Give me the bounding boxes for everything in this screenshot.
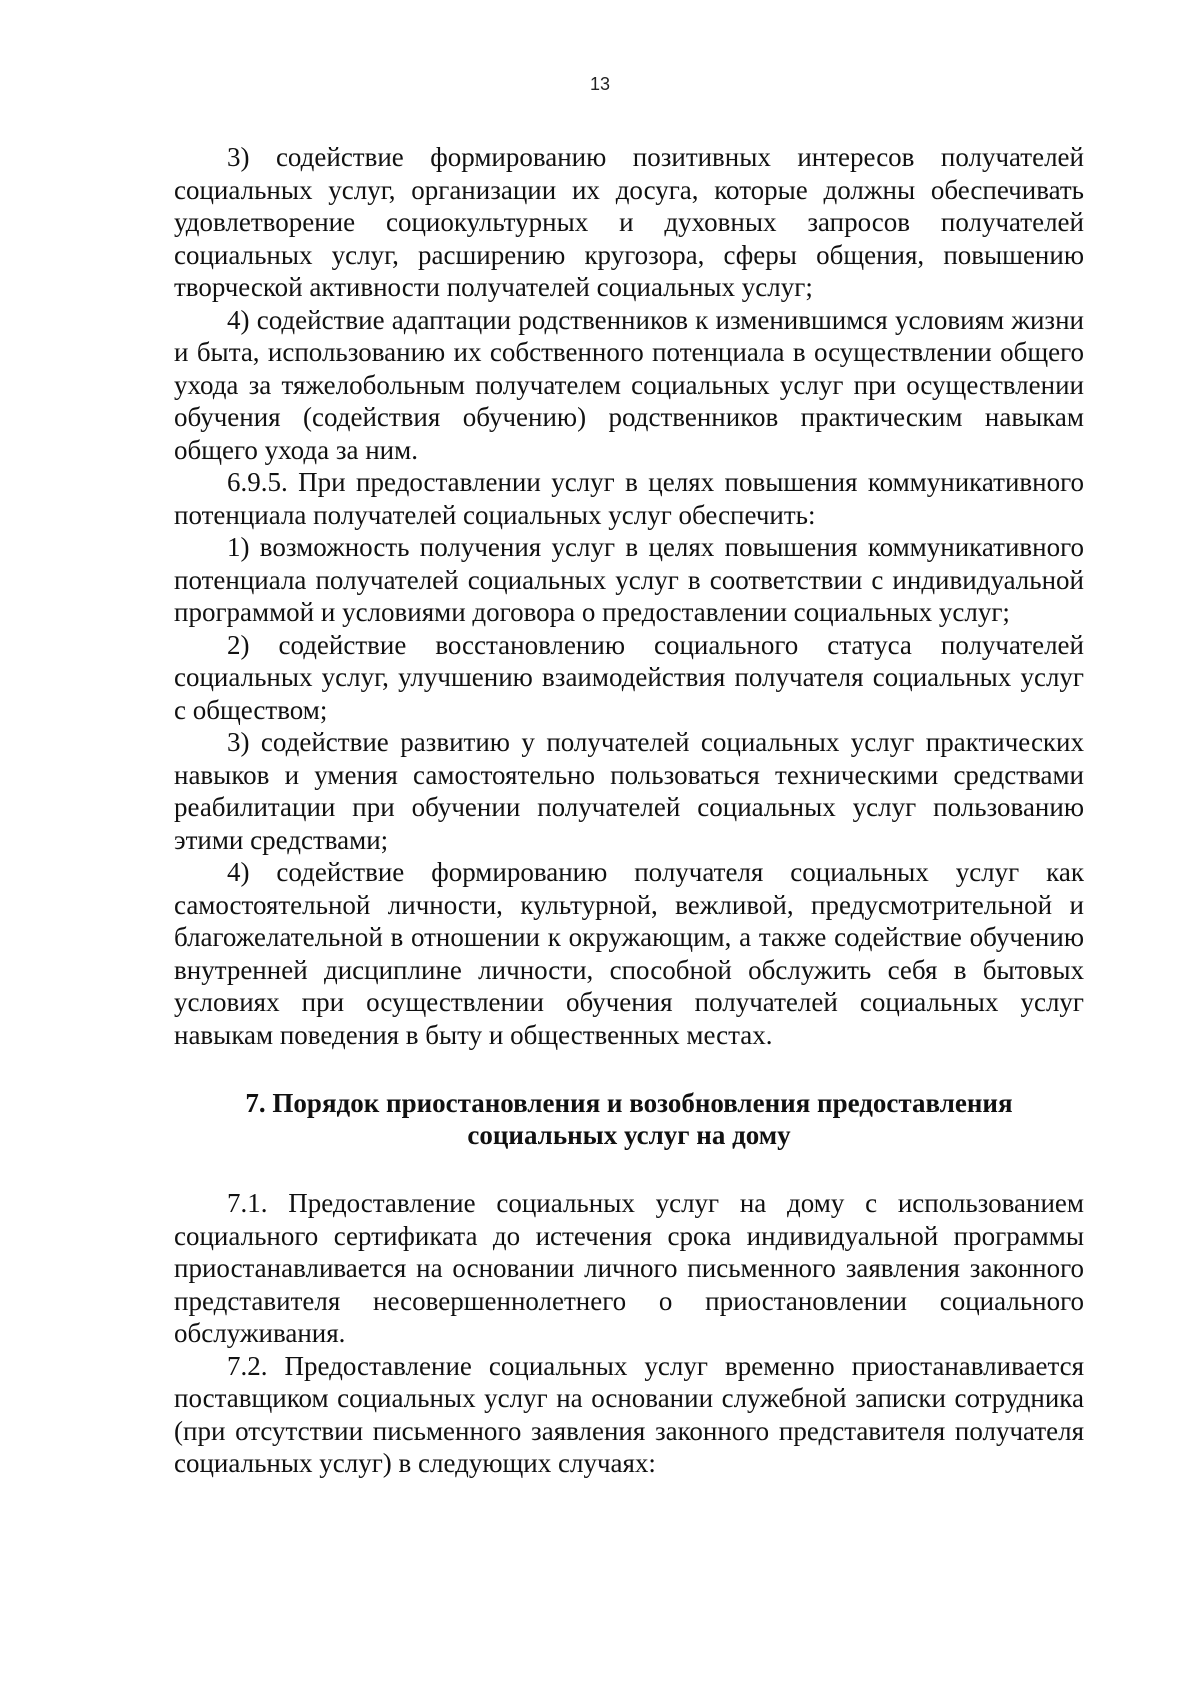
section-7-heading-line-2: социальных услуг на дому [467, 1120, 791, 1150]
section-7-heading [174, 1087, 1084, 1151]
page-number: 13 [589, 74, 611, 94]
paragraph-item-2-social-status: 2) содействие восстановлению социального статуса получателей социальных услуг, улучшению взаимодействия получателя социальных услуг с обществом; [174, 629, 1084, 725]
paragraph-item-4-relatives-adaptation: 4) содействие адаптации родственников к изменившимся условиям жизни и быта, использованию их собственного потенциала в осуществлении общего ухода за тяжелобольным получателем социальных услуг при осуществлении обучения (содействия обучению) родственников практическим навыкам общего ухода за ним. [174, 304, 1084, 465]
paragraph-item-4-personality: 4) содействие формированию получателя социальных услуг как самостоятельной личности, культурной, вежливой, предусмотрительной и благожелательной в отношении к окружающим, а также содействие обучению внутренней дисциплине личности, способной обслужить себя в бытовых условиях при осуществлении обучения получателей социальных услуг навыкам поведения в быту и общественных местах. [174, 857, 1084, 1050]
paragraph-6-9-5: 6.9.5. При предоставлении услуг в целях повышения коммуникативного потенциала получателей социальных услуг обеспечить: [174, 467, 1084, 530]
paragraph-item-3-rehab-means: 3) содействие развитию у получателей социальных услуг практических навыков и умения самостоятельно пользоваться техническими средствами реабилитации при обучении получателей социальных услуг пользованию этими средствами; [174, 727, 1084, 855]
paragraph-item-1-communication: 1) возможность получения услуг в целях повышения коммуникативного потенциала получателей социальных услуг в соответствии с индивидуальной программой и условиями договора о предоставлении социальных услуг; [174, 532, 1084, 627]
paragraph-item-3-leisure: 3) содействие формированию позитивных интересов получателей социальных услуг, организации их досуга, которые должны обеспечивать удовлетворение социокультурных и духовных запросов получателей социальных услуг, расширению кругозора, сферы общения, повышению творческой активности получателей социальных услуг; [174, 142, 1084, 302]
paragraph-7-1: 7.1. Предоставление социальных услуг на дому с использованием социального сертификата до истечения срока индивидуальной программы приостанавливается на основании личного письменного заявления законного представителя несовершеннолетнего о приостановлении социального обслуживания. [174, 1188, 1084, 1348]
section-7-heading-line-1: 7. Порядок приостановления и возобновления предоставления [245, 1088, 1013, 1118]
paragraph-7-2: 7.2. Предоставление социальных услуг временно приостанавливается поставщиком социальных услуг на основании служебной записки сотрудника (при отсутствии письменного заявления законного представителя получателя социальных услуг) в следующих случаях: [174, 1350, 1084, 1478]
document-body [174, 141, 1084, 1480]
